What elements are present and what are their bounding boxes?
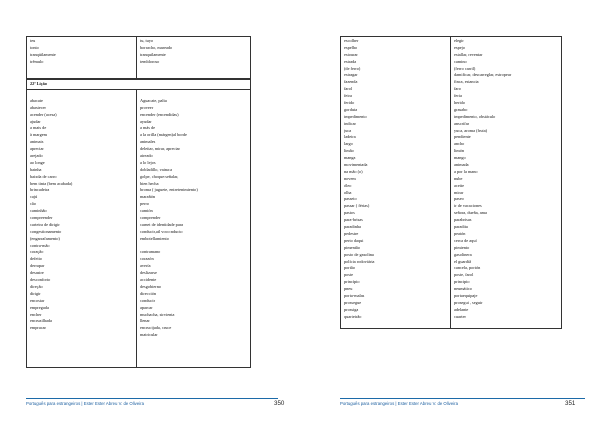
vocabulary-entry: deleitar, mirar, apreciar: [140, 146, 180, 152]
vocabulary-entry: paradinha: [344, 224, 361, 230]
vocabulary-entry: movimentada: [344, 162, 368, 168]
vocabulary-entry: [140, 91, 250, 98]
vocabulary-entry: juca: [344, 127, 352, 133]
vocabulary-entry: baixda de carro: [30, 173, 57, 179]
vocabulary-entry: herido: [454, 100, 465, 106]
table-row: [27, 37, 251, 79]
vocabulary-entry: desconforto: [30, 277, 51, 283]
vocabulary-entry: passar ( férias): [344, 203, 370, 209]
vocabulary-entry: comprender: [140, 215, 161, 221]
vocabulary-entry: encender (encendidas): [140, 111, 179, 117]
vocabulary-entry: Aguacate, palta: [140, 97, 167, 103]
vocabulary-entry: estragar: [344, 72, 358, 78]
vocabulary-entry: impedimento: [344, 113, 367, 119]
vocabulary-entry: avería: [140, 263, 151, 269]
vocabulary-entry: passeio: [344, 196, 357, 202]
vocabulary-entry: a por la mano: [454, 168, 478, 174]
vocabulary-entry: caminhão: [30, 208, 47, 214]
vocabulary-entry: principio: [454, 279, 470, 285]
vocabulary-entry: impedimento, obstáculo: [454, 113, 496, 119]
vocabulary-entry: espejo: [454, 44, 465, 50]
vocabulary-entry: prossegue: [344, 299, 362, 305]
vocabulary-entry: neumático: [454, 286, 472, 292]
vocabulary-entry: na mão (o): [344, 168, 363, 174]
vocabulary-entry: novem: [344, 175, 356, 181]
vocabulary-entry: porta-malas: [344, 292, 365, 298]
vocabulary-entry: (ferro carril): [454, 65, 476, 71]
vocabulary-entry: estallar, reventar: [454, 51, 483, 57]
vocabulary-entry: carnet de identidade para: [140, 221, 184, 227]
vocabulary-entry: tembloroso: [140, 58, 160, 64]
vocabulary-entry: à margem: [30, 132, 47, 138]
vocabulary-entry: encruzilhada: [30, 318, 52, 324]
vocabulary-entry: corazón: [140, 256, 154, 262]
vocabulary-entry: ladeira: [344, 134, 356, 140]
vocabulary-entry: deslizarse: [140, 270, 157, 276]
vocabulary-entry: conducir: [140, 297, 156, 303]
vocabulary-entry: princípio: [344, 279, 360, 285]
vocabulary-entry: el guardiã: [454, 258, 472, 264]
footer-text: Português para estrangeiros | Ester Ester Abreu V. de Oliveira: [26, 400, 144, 406]
vocabulary-entry: poste: [344, 272, 354, 278]
vocabulary-entry: empracar: [30, 325, 46, 331]
vocabulary-entry: prossiga: [344, 306, 359, 312]
vocabulary-table: [340, 36, 562, 329]
vocabulary-entry: direção: [30, 283, 43, 289]
vocabulary-entry: quarteirão: [344, 313, 362, 319]
vocabulary-entry: cajú: [30, 194, 38, 200]
vocabulary-entry: accidente: [140, 277, 157, 283]
vocabulary-entry: estourar: [344, 51, 358, 57]
vocabulary-entry: portaequipaje: [454, 292, 478, 298]
vocabulary-entry: aceite: [454, 182, 465, 188]
vocabulary-entry: conducir,atl voco:nducto: [140, 228, 183, 234]
page-footer: [340, 398, 585, 407]
vocabulary-entry: paradita: [454, 224, 468, 230]
vocabulary-entry: muchacha, sirvienta: [140, 311, 175, 317]
vocabulary-entry: animais: [30, 139, 44, 145]
vocabulary-entry: óleo: [344, 182, 352, 188]
vocabulary-entry: congestionamento: [30, 228, 62, 234]
vocabulary-entry: abacate: [30, 97, 43, 103]
vocabulary-entry: indicar: [344, 120, 356, 126]
vocabulary-entry: compreender: [30, 215, 53, 221]
vocabulary-entry: anscrifar: [454, 120, 470, 126]
vocabulary-entry: feria: [454, 93, 462, 99]
vocabulary-entry: largo: [344, 141, 353, 147]
vocabulary-entry: grasabo: [454, 106, 468, 112]
vocabulary-entry: brincadeira: [30, 187, 50, 193]
vocabulary-entry: bem tinta (bem acabada): [30, 180, 73, 186]
vocabulary-entry: cancela, portón: [454, 265, 481, 271]
vocabulary-entry: teu: [30, 38, 36, 43]
vocabulary-entry: polícia rodoviária: [344, 258, 375, 264]
vocabulary-entry: (engarrafamento): [30, 235, 60, 241]
vocabulary-entry: animada: [454, 162, 469, 168]
vocabulary-entry: limão: [344, 148, 354, 154]
vocabulary-entry: dirigir: [30, 290, 41, 296]
vocabulary-entry: matricular: [140, 332, 158, 338]
vocabulary-entry: finca, estancia: [454, 79, 479, 85]
vocabulary-entry: ancho: [454, 141, 465, 147]
page-number: 351: [565, 399, 576, 407]
vocabulary-entry: perto daqui: [344, 237, 364, 243]
vocabulary-entry: a mais de: [30, 125, 47, 131]
vocabulary-entry: defeito: [30, 256, 42, 262]
vocabulary-entry: peatón: [454, 230, 466, 236]
vocabulary-entry: ao longe: [30, 159, 45, 165]
vocabulary-entry: pedestre: [344, 230, 359, 236]
vocabulary-entry: tranquilamente: [140, 51, 166, 57]
vocabulary-entry: parabrisas: [454, 217, 472, 223]
vocabulary-entry: ajudar: [30, 118, 41, 124]
portuguese-column: [27, 37, 137, 79]
vocabulary-entry: contramano: [140, 249, 161, 255]
vocabulary-entry: yuca, aroma (fruta): [454, 127, 488, 133]
vocabulary-entry: olha: [344, 189, 352, 195]
vocabulary-entry: tu, tuyo: [140, 38, 154, 43]
vocabulary-table-top: [26, 36, 251, 79]
vocabulary-entry: para-brisas: [344, 217, 363, 223]
vocabulary-entry: tonto: [30, 44, 39, 50]
vocabulary-entry: ir de vacaciones: [454, 203, 482, 209]
page-footer: [26, 398, 285, 407]
table-row: [27, 80, 251, 90]
vocabulary-entry: encher: [30, 311, 42, 317]
vocabulary-entry: golpe, choque:señalar,: [140, 173, 179, 179]
vocabulary-entry: espelho: [344, 44, 358, 50]
spanish-column: [137, 90, 251, 368]
vocabulary-entry: borracho, mareado: [140, 44, 173, 50]
vocabulary-entry: pimiento: [454, 244, 470, 250]
vocabulary-entry: pastos: [344, 210, 355, 216]
vocabulary-entry: apreciar: [30, 146, 44, 152]
vocabulary-entry: dirección: [140, 290, 156, 296]
table-row: [341, 37, 562, 329]
vocabulary-entry: (de ferro): [344, 65, 361, 71]
vocabulary-entry: ferido: [344, 100, 355, 106]
vocabulary-entry: feira: [344, 93, 352, 99]
lesson-title: 22ª Lição: [30, 81, 47, 86]
vocabulary-entry: estrada: [344, 58, 357, 64]
vocabulary-entry: arejado: [30, 153, 43, 159]
vocabulary-entry: [140, 243, 250, 250]
vocabulary-entry: contra-mão: [30, 242, 50, 248]
vocabulary-entry: coração: [30, 249, 44, 255]
vocabulary-entry: gasolinera: [454, 251, 472, 257]
spanish-column: [137, 37, 251, 79]
vocabulary-entry: adelante: [454, 306, 469, 312]
vocabulary-entry: cerca de aquí: [454, 237, 477, 243]
vocabulary-entry: [30, 91, 136, 98]
vocabulary-entry: animales: [140, 139, 156, 145]
vocabulary-entry: fazenda: [344, 79, 358, 85]
vocabulary-entry: escolher: [344, 38, 359, 43]
page-number: 350: [274, 399, 285, 407]
vocabulary-entry: broma ( juguete, entretenimiento): [140, 187, 198, 193]
vocabulary-entry: a la orilla (márgen)al borde: [140, 132, 187, 138]
vocabulary-entry: pendiente: [454, 134, 471, 140]
vocabulary-entry: perro: [140, 201, 150, 207]
vocabulary-entry: abastecer: [30, 104, 46, 110]
vocabulary-entry: embotellamiento: [140, 235, 169, 241]
vocabulary-entry: pneu: [344, 286, 353, 292]
vocabulary-entry: damificar, descarreglar, estropear: [454, 72, 512, 78]
vocabulary-entry: aireado: [140, 153, 153, 159]
vocabulary-entry: prosegui , seguir: [454, 299, 483, 305]
vocabulary-entry: poste, farol: [454, 272, 474, 278]
vocabulary-entry: aparcar: [140, 304, 153, 310]
vocabulary-entry: carteira de dirigir: [30, 221, 60, 227]
vocabulary-entry: manga: [344, 155, 356, 161]
right-page: [300, 0, 600, 424]
vocabulary-entry: faro: [454, 86, 461, 92]
vocabulary-entry: dobladillo, vaina:a: [140, 166, 172, 172]
footer-text: Português para estrangeiros | Ester Ester Abreu V. de Oliveira: [340, 400, 458, 406]
vocabulary-entry: proveer: [140, 104, 154, 110]
vocabulary-entry: acender (acesa): [30, 111, 57, 117]
portuguese-column: [27, 90, 137, 368]
vocabulary-entry: limón: [454, 148, 465, 154]
lesson-title-cell: [27, 80, 251, 90]
vocabulary-entry: marañón: [140, 194, 156, 200]
vocabulary-entry: cão: [30, 201, 36, 207]
vocabulary-entry: desastre: [30, 270, 44, 276]
vocabulary-entry: a lo lejos: [140, 159, 156, 165]
vocabulary-entry: gorduta: [344, 106, 358, 112]
portuguese-column: [341, 37, 451, 329]
vocabulary-entry: portão: [344, 265, 355, 271]
vocabulary-table-lesson-22: [26, 79, 251, 368]
vocabulary-entry: a más de: [140, 125, 156, 131]
vocabulary-entry: camino: [454, 58, 467, 64]
vocabulary-entry: derrapar: [30, 263, 45, 269]
vocabulary-entry: tranqüilamente: [30, 51, 56, 57]
vocabulary-entry: trêmulo: [30, 58, 44, 64]
vocabulary-entry: desgobierno: [140, 283, 162, 289]
vocabulary-entry: bien hecha: [140, 180, 159, 186]
vocabulary-entry: bainha: [30, 166, 42, 172]
vocabulary-entry: empregada: [30, 304, 49, 310]
vocabulary-entry: posto de gasolina: [344, 251, 374, 257]
vocabulary-entry: llenar: [140, 318, 150, 324]
vocabulary-entry: encostar: [30, 297, 45, 303]
vocabulary-entry: pimentão: [344, 244, 360, 250]
vocabulary-entry: paseo: [454, 196, 464, 202]
vocabulary-entry: nube: [454, 175, 463, 181]
vocabulary-entry: farol: [344, 86, 353, 92]
vocabulary-entry: elegir: [454, 38, 464, 43]
vocabulary-entry: camión: [140, 208, 153, 214]
table-row: [27, 90, 251, 368]
vocabulary-entry: encrucijada, cruce: [140, 325, 172, 331]
spanish-column: [451, 37, 562, 329]
vocabulary-entry: mirar: [454, 189, 464, 195]
vocabulary-entry: ayudar: [140, 118, 152, 124]
vocabulary-entry: mango: [454, 155, 466, 161]
vocabulary-entry: señora, dueña, ama: [454, 210, 487, 216]
vocabulary-entry: cuarter: [454, 313, 466, 319]
